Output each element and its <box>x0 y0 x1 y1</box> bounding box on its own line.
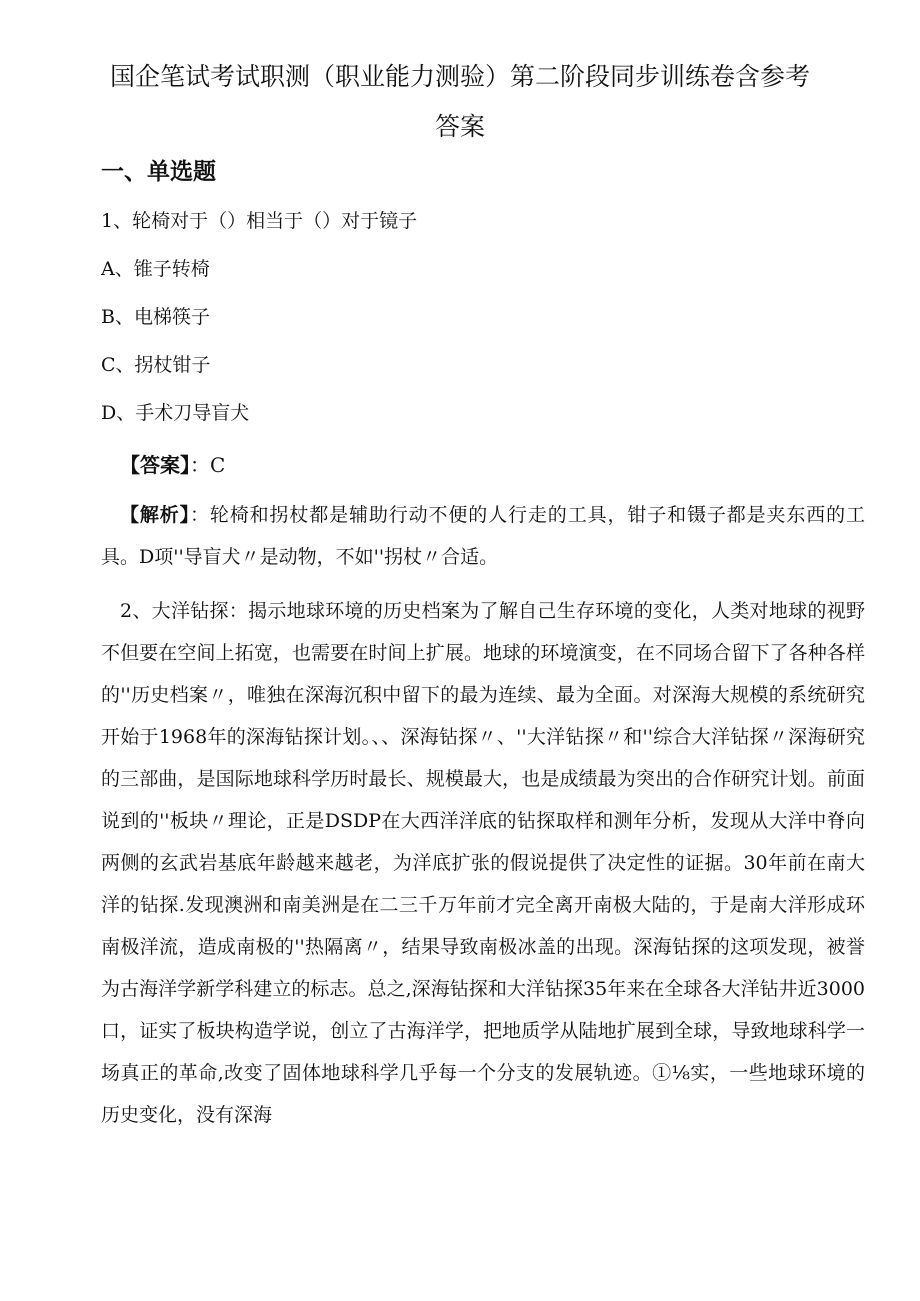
question-2-paragraph: 2、大洋钻探：揭示地球环境的历史档案为了解自己生存环境的变化，人类对地球的视野不但要在空间上拓宽，也需要在时间上扩展。地球的环境演变，在不同场合留下了各种各样的''历史档案〃，唯独在深海沉积中留下的最为连续、最为全面。对深海大规模的系统研究开始于1968年的深海钻探计划。、、深海钻探〃、''大洋钻探〃和''综合大洋钻探〃深海研究的三部曲，是国际地球科学历时最长、规模最大，也是成绩最为突出的合作研究计划。前面说到的''板块〃理论，正是DSDP在大西洋洋底的钻探取样和测年分析，发现从大洋中脊向两侧的玄武岩基底年龄越来越老，为洋底扩张的假说提供了决定性的证据。30年前在南大洋的钻探.发现澳洲和南美洲是在二三千万年前才完全离开南极大陆的，于是南大洋形成环南极洋流，造成南极的''热隔离〃，结果导致南极冰盖的出现。深海钻探的这项发现，被誉为古海洋学新学科建立的标志。总之,深海钻探和大洋钻探35年来在全球各大洋钻井近3000口，证实了板块构造学说，创立了古海洋学，把地质学从陆地扩展到全球，导致地球科学一场真正的革命,改变了固体地球科学几乎每一个分支的发展轨迹。①⅛实，一些地球环境的历史变化，没有深海 <box>101 600 865 1126</box>
question-1-stem: 1、轮椅对于（）相当于（）对于镜子 <box>101 210 418 232</box>
option-c: C、拐杖钳子 <box>101 354 211 376</box>
option-d: D、手术刀导盲犬 <box>101 402 250 424</box>
analysis-label: 【解析】 <box>120 504 191 526</box>
document-title: 国企笔试考试职测（职业能力测验）第二阶段同步训练卷含参考答案 <box>109 62 810 141</box>
answer-label: 【答案】 <box>120 453 190 477</box>
answer-line <box>120 450 225 480</box>
analysis-paragraph <box>101 494 865 578</box>
option-a: A、锥子转椅 <box>101 258 210 280</box>
option-b: B、电梯筷子 <box>101 306 210 328</box>
analysis-text: ：轮椅和拐杖都是辅助行动不便的人行走的工具，钳子和镊子都是夹东西的工具。D项''导盲犬〃是动物，不如''拐杖〃合适。 <box>101 504 865 568</box>
section-heading: 一、单选题 <box>101 159 216 185</box>
answer-value: ：C <box>190 453 226 477</box>
